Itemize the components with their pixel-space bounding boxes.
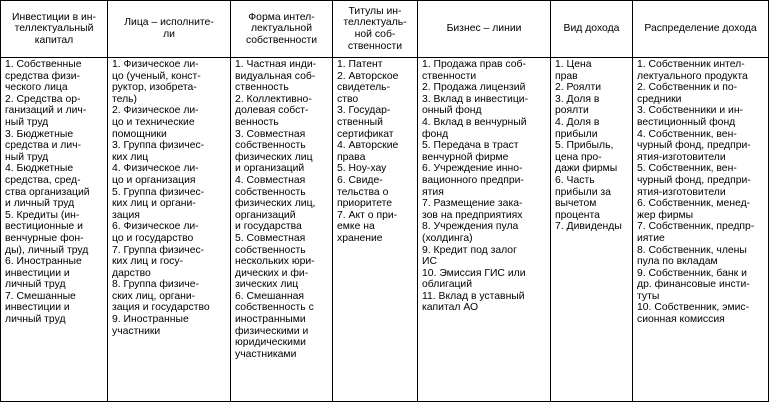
- cell-text-line: 3. Бюджетные: [5, 128, 74, 140]
- cell-text-line: венчурной фирме: [422, 151, 509, 163]
- cell-text-line: ный труд: [5, 116, 49, 128]
- cell-text-line: (холдинга): [422, 232, 473, 244]
- cell-text-line: сертификат: [337, 128, 394, 140]
- cell-text-line: средства и лич-: [5, 140, 82, 152]
- cell-text-line: свидетель-: [337, 82, 391, 94]
- cell-text-line: лектуальной: [250, 23, 313, 35]
- header-income-type: [551, 1, 633, 58]
- cell-text-line: организаций: [235, 209, 296, 221]
- cell-investments: [1, 58, 108, 402]
- cell-text-line: приоритете: [337, 198, 393, 210]
- cell-text-line: туты: [637, 290, 660, 302]
- cell-text-line: долевая собст-: [235, 105, 309, 117]
- cell-text-line: участниками: [235, 348, 297, 360]
- cell-text-line: юридическими: [235, 337, 306, 349]
- cell-text-line: 11. Вклад в уставный: [422, 290, 525, 302]
- cell-text-line: нескольких юри-: [235, 256, 315, 268]
- cell-text-line: процента: [555, 209, 600, 221]
- cell-text-line: ной соб-: [354, 29, 396, 40]
- cell-income-type: [551, 58, 633, 402]
- cell-text-line: Инвестиции в ин-: [11, 11, 96, 23]
- cell-text-line: венчурные фон-: [5, 232, 84, 244]
- cell-text-line: участники: [112, 325, 161, 337]
- cell-text-line: ственности: [422, 70, 477, 82]
- cell-text-line: ство: [337, 93, 359, 105]
- cell-text-line: 3. Совместная: [235, 128, 306, 140]
- cell-text-line: зических лиц: [235, 279, 299, 291]
- cell-text-line: 1. Патент: [337, 59, 383, 70]
- cell-text-line: и личный труд: [5, 198, 75, 210]
- cell-text-line: 1. Цена: [555, 59, 592, 70]
- cell-text-line: хранение: [337, 232, 383, 244]
- cell-text-line: 10. Собственник, эмис-: [637, 302, 750, 314]
- cell-text-line: права: [337, 151, 366, 163]
- cell-text-line: цо и государство: [112, 232, 194, 244]
- cell-text-line: ческого лица: [5, 82, 68, 94]
- cell-text-line: ганизаций и лич-: [5, 105, 87, 117]
- cell-text-line: чурный фонд, предпри-: [637, 174, 751, 186]
- cell-text-line: личный труд: [5, 314, 66, 326]
- cell-ip-form: [231, 58, 333, 402]
- cell-text-line: зация: [112, 209, 140, 221]
- cell-text-line: ятия: [422, 186, 444, 198]
- cell-text-line: роялти: [555, 105, 589, 117]
- cell-text-line: 3. Собственники и ин-: [637, 105, 744, 117]
- cell-text-line: дических и фи-: [235, 267, 309, 279]
- cell-text-line: 7. Акт о при-: [337, 209, 398, 221]
- cell-text-line: 5. Ноу-хау: [337, 163, 387, 175]
- cell-text-line: дарство: [112, 267, 151, 279]
- header-investments: [1, 1, 108, 58]
- cell-text-line: цена про-: [555, 151, 602, 163]
- cell-text-line: 2. Авторское: [337, 70, 399, 82]
- cell-text-line: зация и государство: [112, 302, 210, 314]
- header-income-distribution: [633, 1, 769, 58]
- cell-text-line: емке на: [337, 221, 375, 233]
- cell-text-line: ких лиц и госу-: [112, 256, 184, 268]
- cell-text-line: ятия-изготовители: [637, 151, 726, 163]
- cell-text-line: цо и технические: [112, 116, 195, 128]
- cell-text-line: вестиционные и: [5, 221, 83, 233]
- cell-text-line: 3. Государ-: [337, 105, 391, 117]
- cell-text-line: иностранными: [235, 314, 306, 326]
- cell-text-line: средники: [637, 93, 682, 105]
- cell-text-line: венность: [235, 116, 279, 128]
- cell-text-line: 7. Размещение зака-: [422, 198, 523, 210]
- cell-text-line: физических лиц: [235, 151, 313, 163]
- cell-text-line: ства организаций: [5, 186, 90, 198]
- header-ip-titles: [333, 1, 418, 58]
- cell-text-line: ственности: [347, 40, 403, 52]
- cell-text-line: фонд: [422, 128, 449, 140]
- cell-text-line: собственность с: [235, 302, 314, 314]
- cell-text-line: физическими и: [235, 325, 309, 337]
- cell-text-line: 4. Доля в: [555, 116, 600, 128]
- cell-text-line: собственность: [235, 186, 306, 198]
- cell-text-line: ятия-изготовители: [637, 186, 726, 198]
- cell-text-line: 10. Эмиссия ГИС или: [422, 267, 526, 279]
- cell-text-line: инвестиции и: [5, 302, 70, 314]
- cell-text-line: цо и организация: [112, 174, 196, 186]
- cell-text-line: 2. Продажа лицензий: [422, 82, 526, 94]
- cell-text-line: 8. Учреждения пула: [422, 221, 519, 233]
- cell-text-line: ских лиц, органи-: [112, 290, 196, 302]
- cell-text-line: ИС: [422, 256, 437, 268]
- cell-text-line: 7. Дивиденды: [555, 221, 622, 233]
- cell-text-line: чурный фонд, предпри-: [637, 140, 751, 152]
- cell-text-line: 7. Смешанные: [5, 290, 76, 302]
- cell-text-line: 5. Кредиты (ин-: [5, 209, 80, 221]
- cell-text-line: 5. Совместная: [235, 232, 306, 244]
- cell-text-line: цо (ученый, конст-: [112, 70, 201, 82]
- cell-text-line: ный труд: [5, 151, 49, 163]
- header-ip-form: [231, 1, 333, 58]
- cell-text-line: средства, сред-: [5, 174, 81, 186]
- cell-text-line: теллектуальный: [14, 23, 94, 35]
- cell-text-line: Лица – исполните-: [124, 17, 214, 29]
- cell-text-line: жер фирмы: [637, 209, 694, 221]
- cell-text-line: Титулы ин-: [348, 5, 402, 17]
- cell-text-line: ды), личный труд: [5, 244, 89, 256]
- cell-text-line: 6. Собственник, менед-: [637, 198, 751, 210]
- cell-text-line: 1. Собственные: [5, 59, 82, 70]
- cell-text-line: прав: [555, 70, 578, 82]
- cell-text-line: прибыли: [555, 128, 598, 140]
- cell-text-line: 3. Доля в: [555, 93, 600, 105]
- cell-text-line: теллектуаль-: [343, 17, 407, 29]
- cell-text-line: капитал: [34, 34, 74, 46]
- cell-text-line: 5. Передача в траст: [422, 140, 519, 152]
- cell-text-line: ких лиц: [112, 151, 149, 163]
- cell-text-line: сионная комиссия: [637, 314, 725, 326]
- cell-text-line: Бизнес – линии: [446, 23, 522, 35]
- cell-text-line: 2. Роялти: [555, 82, 602, 94]
- cell-text-line: 2. Средства ор-: [5, 93, 81, 105]
- cell-text-line: дажи фирмы: [555, 163, 618, 175]
- cell-text-line: Форма интел-: [248, 11, 315, 23]
- cell-text-line: вестиционный фонд: [637, 116, 736, 128]
- cell-performers: [108, 58, 231, 402]
- cell-text-line: 7. Группа физичес-: [112, 244, 205, 256]
- cell-text-line: 4. Авторские: [337, 140, 399, 152]
- cell-text-line: облигаций: [422, 279, 473, 291]
- cell-text-line: 1. Продажа прав соб-: [422, 59, 526, 70]
- cell-text-line: вычетом: [555, 198, 597, 210]
- cell-text-line: и организаций: [235, 163, 305, 175]
- cell-text-line: 5. Собственник, вен-: [637, 163, 737, 175]
- cell-text-line: ких лиц и органи-: [112, 198, 196, 210]
- cell-text-line: иятие: [637, 232, 665, 244]
- cell-text-line: 5. Группа физичес-: [112, 186, 205, 198]
- cell-text-line: 6. Часть: [555, 174, 595, 186]
- cell-text-line: 7. Собственник, предпр-: [637, 221, 755, 233]
- header-performers: [108, 1, 231, 58]
- cell-text-line: лектуального продукта: [637, 70, 748, 82]
- cell-text-line: др. финансовые инсти-: [637, 279, 750, 291]
- cell-text-line: вационного предпри-: [422, 174, 524, 186]
- cell-text-line: Распределение дохода: [644, 23, 757, 35]
- cell-text-line: 6. Физическое ли-: [112, 221, 199, 233]
- cell-text-line: пула по вкладам: [637, 256, 718, 268]
- cell-text-line: 8. Собственник, члены: [637, 244, 747, 256]
- cell-text-line: ли: [163, 29, 175, 40]
- cell-text-line: 9. Иностранные: [112, 314, 189, 326]
- cell-text-line: прибыли за: [555, 186, 611, 198]
- cell-text-line: ственность: [235, 82, 289, 94]
- cell-text-line: видуальная соб-: [235, 70, 316, 82]
- cell-text-line: 1. Частная инди-: [235, 59, 317, 70]
- cell-text-line: Вид дохода: [563, 23, 620, 35]
- cell-text-line: 2. Собственник и по-: [637, 82, 738, 94]
- cell-text-line: личный труд: [5, 279, 66, 291]
- header-row: [1, 1, 769, 58]
- cell-text-line: и государства: [235, 221, 302, 233]
- cell-text-line: 9. Кредит под залог: [422, 244, 517, 256]
- cell-text-line: 6. Смешанная: [235, 290, 304, 302]
- cell-text-line: руктор, изобрета-: [112, 82, 197, 94]
- cell-text-line: 2. Коллективно-: [235, 93, 312, 105]
- cell-text-line: собственности: [245, 34, 318, 46]
- cell-text-line: 3. Вклад в инвестици-: [422, 93, 529, 105]
- cell-text-line: зов на предприятиях: [422, 209, 523, 221]
- cell-text-line: 4. Вклад в венчурный: [422, 116, 527, 128]
- cell-text-line: средства физи-: [5, 70, 80, 82]
- cell-text-line: помощники: [112, 128, 167, 140]
- cell-text-line: ственный: [337, 116, 383, 128]
- cell-text-line: собственность: [235, 244, 306, 256]
- cell-text-line: 5. Прибыль,: [555, 140, 614, 152]
- cell-text-line: 8. Группа физиче-: [112, 279, 199, 291]
- header-business-lines: [418, 1, 551, 58]
- cell-text-line: инвестиции и: [5, 267, 70, 279]
- cell-text-line: 6. Свиде-: [337, 174, 383, 186]
- cell-text-line: 4. Совместная: [235, 174, 306, 186]
- cell-text-line: 4. Физическое ли-: [112, 163, 199, 175]
- cell-text-line: тель): [112, 93, 138, 105]
- cell-text-line: 1. Физическое ли-: [112, 59, 199, 70]
- cell-text-line: 1. Собственник интел-: [637, 59, 745, 70]
- table-row: [1, 58, 769, 402]
- cell-text-line: тельства о: [337, 186, 389, 198]
- cell-text-line: онный фонд: [422, 105, 482, 117]
- cell-text-line: физических лиц,: [235, 198, 316, 210]
- cell-ip-titles: [333, 58, 418, 402]
- cell-business-lines: [418, 58, 551, 402]
- cell-text-line: 4. Бюджетные: [5, 163, 74, 175]
- cell-text-line: 6. Учреждение инно-: [422, 163, 523, 175]
- cell-text-line: 2. Физическое ли-: [112, 105, 199, 117]
- cell-income-distribution: [633, 58, 769, 402]
- cell-text-line: 3. Группа физичес-: [112, 140, 205, 152]
- cell-text-line: 6. Иностранные: [5, 256, 82, 268]
- cell-text-line: 4. Собственник, вен-: [637, 128, 737, 140]
- cell-text-line: капитал АО: [422, 302, 479, 314]
- cell-text-line: собственность: [235, 140, 306, 152]
- cell-text-line: 9. Собственник, банк и: [637, 267, 747, 279]
